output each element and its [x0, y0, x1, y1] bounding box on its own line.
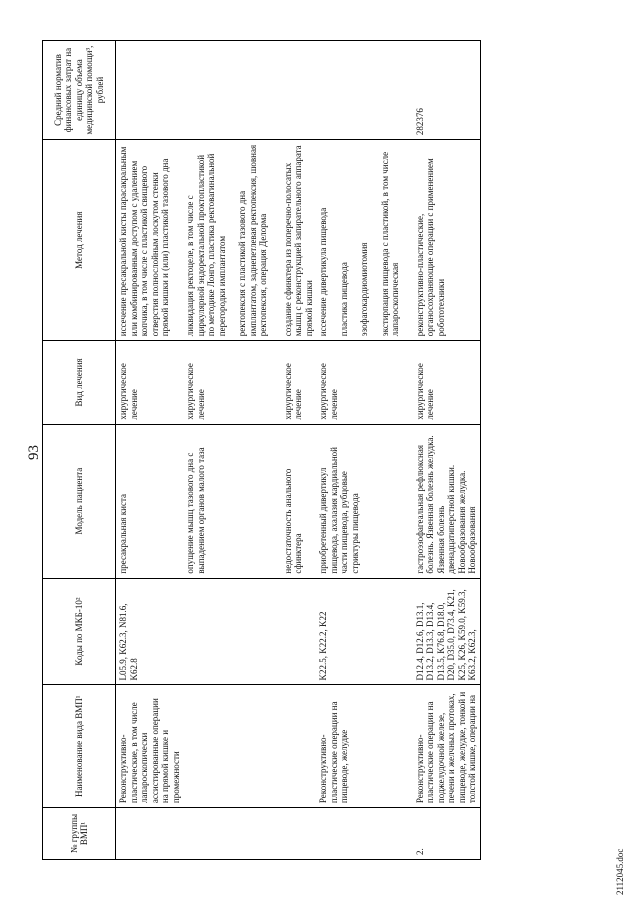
method-item: экстирпация пищевода с пластикой, в том числе лапароскопическая	[379, 151, 400, 337]
table-row	[316, 41, 413, 860]
cell-name	[183, 685, 281, 808]
cell-codes: L05.9, K62.3, N81.6, K62.8	[116, 578, 184, 685]
cell-name: Реконструктивно-пластические, в том числе лапароскопически ассистированные операции на прямой кишке и промежности	[116, 685, 184, 808]
method-item: иссечение дивертикула пищевода	[318, 207, 328, 337]
header-treatment: Вид лечения	[43, 341, 116, 424]
cell-cost: 282376	[413, 41, 481, 140]
header-method: Метод лечения	[43, 140, 116, 341]
header-codes: Коды по МКБ-10²	[43, 578, 116, 685]
cell-name: Реконструктивно-пластические операции на поджелудочной железе, печени и желчных протоках, пищеводе, желудке, тонкой и толстой кишке, операции на	[413, 685, 481, 808]
table-header-row	[43, 41, 116, 860]
cell-group	[116, 808, 184, 860]
method-item: ликвидация ректоцеле, в том числе с циркулярной эндоректальной проктопластикой по методике Лонго, пластика ректовагинальной перегородки имплантатом	[185, 153, 227, 337]
method-item: эзофагокардиомиотомия	[359, 242, 369, 337]
cell-group: 2.	[413, 808, 481, 860]
cell-method: реконструктивно-пластические, органосохраняющие операции с применением робототехники	[413, 140, 481, 341]
cell-cost	[316, 41, 413, 140]
cell-group	[281, 808, 317, 860]
cell-method: создание сфинктера из поперечно-полосатых мышц с реконструкцией запирательного аппарата прямой кишки	[281, 140, 317, 341]
table-row	[183, 41, 281, 860]
cell-method	[316, 140, 413, 341]
cell-cost	[281, 41, 317, 140]
method-item: ректопексия с пластикой тазового дна имплантатом, заднепетлевая ректопексия, шовная ректопексия, операция Делорма	[237, 144, 268, 337]
cell-treatment: хирургическое лечение	[116, 341, 184, 424]
table-row	[413, 41, 481, 860]
cell-cost	[116, 41, 184, 140]
cell-codes: D12.4, D12.6, D13.1, D13.2, D13.3, D13.4, D13.5, K76.8, D18.0, D20, D35.0, D73.4, K21, K25, K26, K59.0, K59.3, K63.2, K62.3,	[413, 578, 481, 685]
cell-codes	[183, 578, 281, 685]
cell-name	[281, 685, 317, 808]
cell-name: Реконструктивно-пластические операции на пищеводе, желудке	[316, 685, 413, 808]
table-row	[116, 41, 184, 860]
cell-treatment: хирургическое лечение	[413, 341, 481, 424]
header-cost: Средний норматив финансовых затрат на единицу объема медицинской помощи³, рублей	[43, 41, 116, 140]
page-number: 93	[26, 445, 42, 460]
document-reference: 2112045.doc	[615, 848, 625, 895]
cell-codes	[281, 578, 317, 685]
cell-codes: K22.5, K22.2, K22	[316, 578, 413, 685]
table-row	[281, 41, 317, 860]
cell-model: приобретенный дивертикул пищевода, ахалазия кардиальной части пищевода, рубцовые стриктуры пищевода	[316, 424, 413, 578]
cell-treatment: хирургическое лечение	[183, 341, 281, 424]
cell-model: опущение мышц тазового дна с выпадением органов малого таза	[183, 424, 281, 578]
cell-method: иссечение пресакральной кисты парасакральным или комбинированным доступом с удалением копчика, в том числе с пластикой свищевого отверстия полнослойным лоскутом стенки прямой кишки и (или) пластикой тазового дна	[116, 140, 184, 341]
method-item: пластика пищевода	[338, 262, 349, 337]
header-name: Наименование вида ВМП¹	[43, 685, 116, 808]
cell-model: недостаточность анального сфинктера	[281, 424, 317, 578]
cell-method	[183, 140, 281, 341]
cell-treatment: хирургическое лечение	[316, 341, 413, 424]
cell-group	[316, 808, 413, 860]
header-model: Модель пациента	[43, 424, 116, 578]
cell-cost	[183, 41, 281, 140]
cell-model: гастроэзофагеальная рефлюксная болезнь. Язвенная болезнь желудка. Язвенная болезнь двенадцатиперстной кишки. Новообразования желудка. Новообразования	[413, 424, 481, 578]
cell-group	[183, 808, 281, 860]
header-group: № группы ВМП¹	[43, 808, 116, 860]
treatment-table	[42, 40, 481, 860]
cell-model: пресакральная киста	[116, 424, 184, 578]
cell-treatment: хирургическое лечение	[281, 341, 317, 424]
